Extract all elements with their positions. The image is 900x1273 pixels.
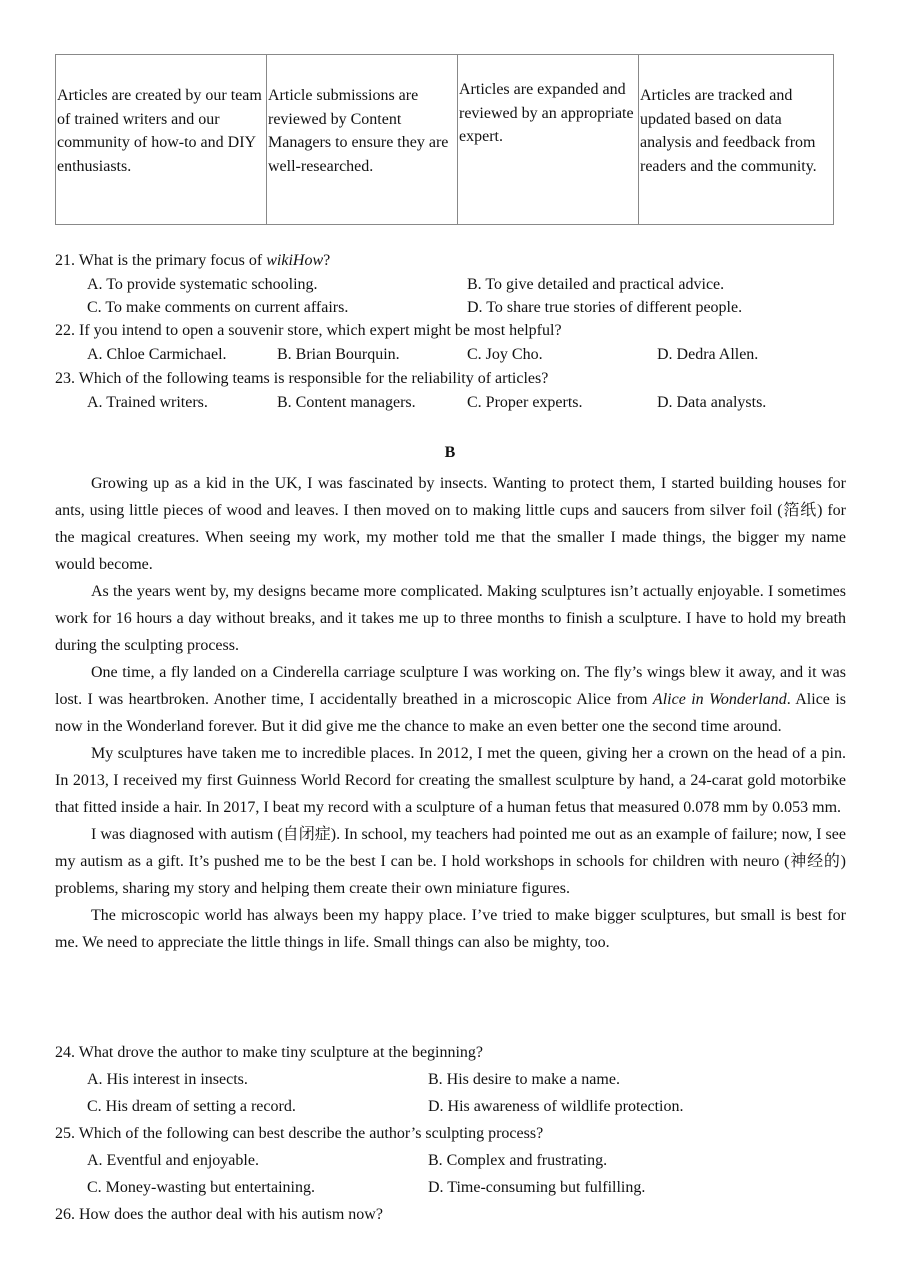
paragraph-text: One time, a fly landed on a Cinderella carriage sculpture I was working on. The fly’s wings blew it away, and it was lost. I was heartbroken. Another time, I accidentally breathed in a microscopic Alice from: [55, 664, 846, 708]
cell-text: Articles are expanded and reviewed by an appropriate expert.: [459, 81, 634, 145]
stem-italic: wikiHow: [266, 252, 324, 269]
option-23-d: D. Data analysts.: [657, 394, 767, 411]
reading-passage: [55, 470, 846, 956]
passage-paragraph: My sculptures have taken me to incredible places. In 2012, I met the queen, giving her a crown on the head of a pin. In 2013, I received my first Guinness World Record for creating the smallest sculpture by hand, a 24-carat gold motorbike that fitted inside a hair. In 2017, I beat my record with a sculpture of a human fetus that measured 0.078 mm by 0.053 mm.: [55, 745, 846, 816]
option-24-d: D. His awareness of wildlife protection.: [428, 1098, 684, 1115]
table-cell: [639, 55, 834, 225]
cell-text: Articles are tracked and updated based on data analysis and feedback from readers and the community.: [640, 87, 817, 175]
cell-text: Article submissions are reviewed by Content Managers to ensure they are well-researched.: [268, 87, 449, 175]
question-21-stem: [55, 251, 330, 271]
question-25-stem: 25. Which of the following can best describe the author’s sculpting process?: [55, 1125, 544, 1142]
book-title: Alice in Wonderland: [652, 691, 787, 708]
question-24-stem: 24. What drove the author to make tiny sculpture at the beginning?: [55, 1044, 484, 1061]
option-22-c: C. Joy Cho.: [467, 346, 543, 363]
process-table: [55, 54, 834, 225]
option-23-b: B. Content managers.: [277, 394, 416, 411]
option-25-b: B. Complex and frustrating.: [428, 1152, 608, 1169]
option-25-a: A. Eventful and enjoyable.: [87, 1152, 259, 1169]
table-row: [56, 55, 834, 225]
option-21-b: B. To give detailed and practical advice.: [467, 276, 725, 293]
table-cell: [56, 55, 267, 225]
table-cell: [267, 55, 458, 225]
passage-paragraph: [55, 659, 846, 740]
question-23-stem: 23. Which of the following teams is responsible for the reliability of articles?: [55, 370, 549, 387]
passage-paragraph: As the years went by, my designs became more complicated. Making sculptures isn’t actually enjoyable. I sometimes work for 16 hours a day without breaks, and it takes me up to three months to finish a sculpture. I have to hold my breath during the sculpting process.: [55, 583, 846, 654]
stem-suffix: ?: [323, 252, 331, 269]
option-24-a: A. His interest in insects.: [87, 1071, 248, 1088]
passage-paragraph: I was diagnosed with autism (自闭症). In school, my teachers had pointed me out as an example of failure; now, I see my autism as a gift. It’s pushed me to be the best I can be. I hold workshops in schools for children with neuro (神经的) problems, sharing my story and helping them create their own miniature figures.: [55, 826, 846, 897]
stem-text: 21. What is the primary focus of: [55, 252, 267, 269]
question-22-stem: 22. If you intend to open a souvenir store, which expert might be most helpful?: [55, 322, 562, 339]
table-cell: [458, 55, 639, 225]
option-21-d: D. To share true stories of different people.: [467, 299, 743, 316]
option-25-c: C. Money-wasting but entertaining.: [87, 1179, 315, 1196]
cell-text: Articles are created by our team of trained writers and our community of how-to and DIY enthusiasts.: [57, 87, 262, 175]
option-23-a: A. Trained writers.: [87, 394, 208, 411]
option-24-b: B. His desire to make a name.: [428, 1071, 620, 1088]
option-23-c: C. Proper experts.: [467, 394, 583, 411]
option-21-a: A. To provide systematic schooling.: [87, 276, 318, 293]
question-26-stem: 26. How does the author deal with his autism now?: [55, 1206, 383, 1223]
passage-paragraph: The microscopic world has always been my happy place. I’ve tried to make bigger sculptures, but small is best for me. We need to appreciate the little things in life. Small things can also be mighty, too.: [55, 907, 846, 951]
section-heading: B: [444, 444, 456, 461]
option-24-c: C. His dream of setting a record.: [87, 1098, 296, 1115]
option-22-d: D. Dedra Allen.: [657, 346, 759, 363]
option-25-d: D. Time-consuming but fulfilling.: [428, 1179, 646, 1196]
option-22-a: A. Chloe Carmichael.: [87, 346, 227, 363]
option-22-b: B. Brian Bourquin.: [277, 346, 400, 363]
passage-paragraph: Growing up as a kid in the UK, I was fascinated by insects. Wanting to protect them, I started building houses for ants, using little pieces of wood and leaves. I then moved on to making little cups and saucers from silver foil (箔纸) for the magical creatures. When seeing my work, my mother told me that the smaller I made things, the bigger my name would become.: [55, 475, 846, 573]
paragraph-text: . Alice is now in the Wonderland forever. But it did give me the chance to make an even better one the second time around.: [55, 691, 846, 735]
option-21-c: C. To make comments on current affairs.: [87, 299, 349, 316]
